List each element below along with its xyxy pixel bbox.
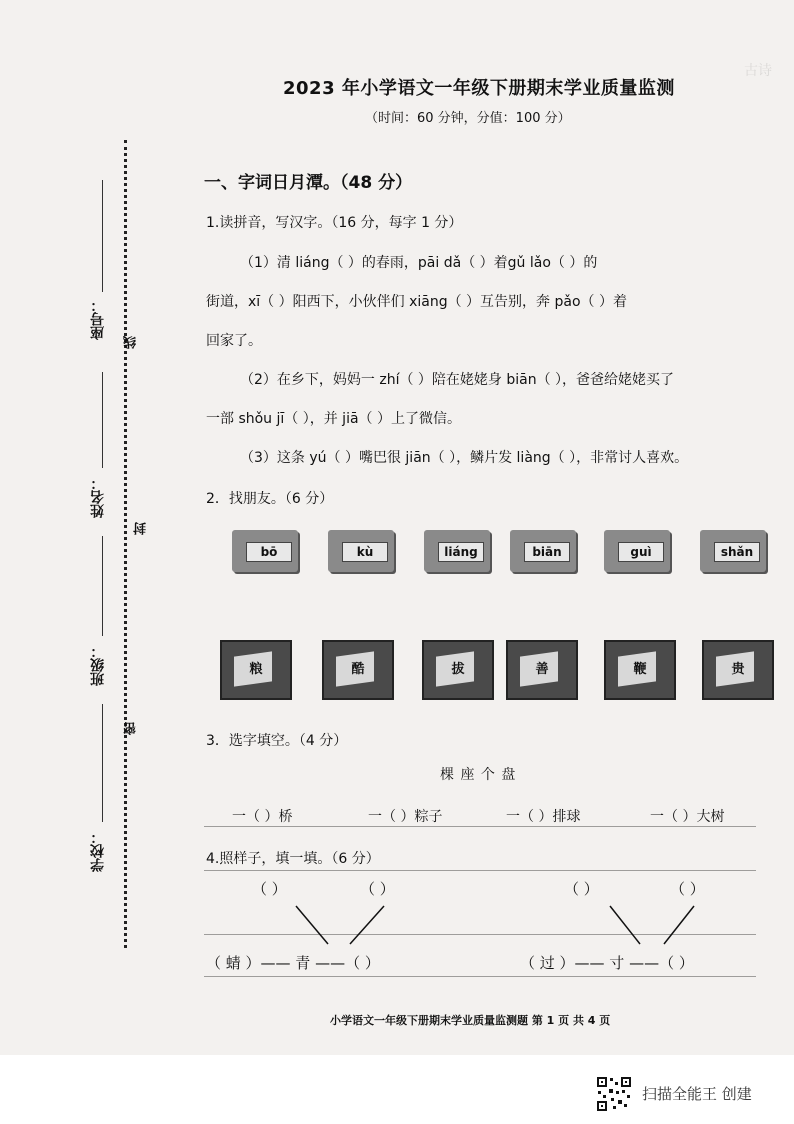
page-footer: 小学语文一年级下册期末学业质量监测题 第 1 页 共 4 页 [330, 1014, 611, 1027]
binding-mark-secret: 密 [124, 722, 139, 735]
fill-item: 一（ ）桥 [232, 809, 293, 825]
scanner-watermark: 扫描全能王 创建 [642, 1085, 752, 1103]
question-1-line: 一部 shǒu jī（ ），并 jiā（ ）上了微信。 [206, 411, 461, 427]
character-label: 粮 [249, 662, 263, 677]
pinyin-label: liáng [438, 542, 484, 562]
binding-mark-line: 线 [124, 336, 139, 349]
character-label: 贵 [731, 662, 745, 677]
question-1-line: （1）清 liáng（ ）的春雨，pāi dǎ（ ）着gǔ lǎo（ ）的 [240, 255, 598, 271]
question-1-title: 1.读拼音，写汉字。（16 分，每字 1 分） [206, 215, 463, 231]
question-4-title: 4.照样子，填一填。（6 分） [206, 851, 380, 867]
seat-number-label: 座号： [90, 298, 106, 340]
character-label: 鞭 [633, 662, 647, 677]
question-1-line: （3）这条 yú（ ）嘴巴很 jiān（ ），鳞片发 liàng（ ），非常讨人喜欢。 [240, 450, 689, 466]
word-bank: 棵 座 个 盘 [440, 767, 517, 783]
question-1-line: 街道，xī（ ）阳西下，小伙伴们 xiāng（ ）互告别，奔 pǎo（ ）着 [206, 294, 627, 310]
character-label: 酷 [351, 662, 365, 677]
show-through-text: 古诗 [744, 63, 772, 79]
qr-code-icon [596, 1076, 632, 1112]
pinyin-label: kù [342, 542, 388, 562]
ruled-line [204, 976, 756, 977]
answer-blank: （ ） [564, 880, 599, 898]
pinyin-label: guì [618, 542, 664, 562]
character-label: 善 [535, 662, 549, 677]
character-label: 拔 [451, 662, 465, 677]
name-label: 姓名： [90, 476, 106, 518]
word-family-right: （ 过 ）—— 寸 ——（ ） [520, 954, 694, 972]
pinyin-label: shǎn [714, 542, 760, 562]
exam-subtitle: （时间：60 分钟，分值：100 分） [365, 111, 571, 126]
school-label: 学校： [90, 830, 106, 872]
exam-title: 2023 年小学语文一年级下册期末学业质量监测 [283, 78, 675, 99]
word-family-left: （ 蜻 ）—— 青 ——（ ） [206, 954, 380, 972]
question-1-line: （2）在乡下，妈妈一 zhí（ ）陪在姥姥身 biān（ ），爸爸给姥姥买了 [240, 372, 675, 388]
pinyin-label: bō [246, 542, 292, 562]
answer-blank: （ ） [360, 880, 395, 898]
question-2-title: 2．找朋友。（6 分） [206, 491, 334, 507]
fill-item: 一（ ）粽子 [368, 809, 443, 825]
section-title: 一、字词日月潭。（48 分） [204, 173, 413, 193]
pinyin-label: biān [524, 542, 570, 562]
class-label: 班级： [90, 644, 106, 686]
question-1-line: 回家了。 [206, 333, 262, 349]
question-3-title: 3．选字填空。（4 分） [206, 733, 348, 749]
fill-item: 一（ ）排球 [506, 809, 581, 825]
binding-mark-seal: 封 [134, 522, 149, 535]
fill-item: 一（ ）大树 [650, 809, 725, 825]
answer-blank: （ ） [252, 880, 287, 898]
answer-blank: （ ） [670, 880, 705, 898]
